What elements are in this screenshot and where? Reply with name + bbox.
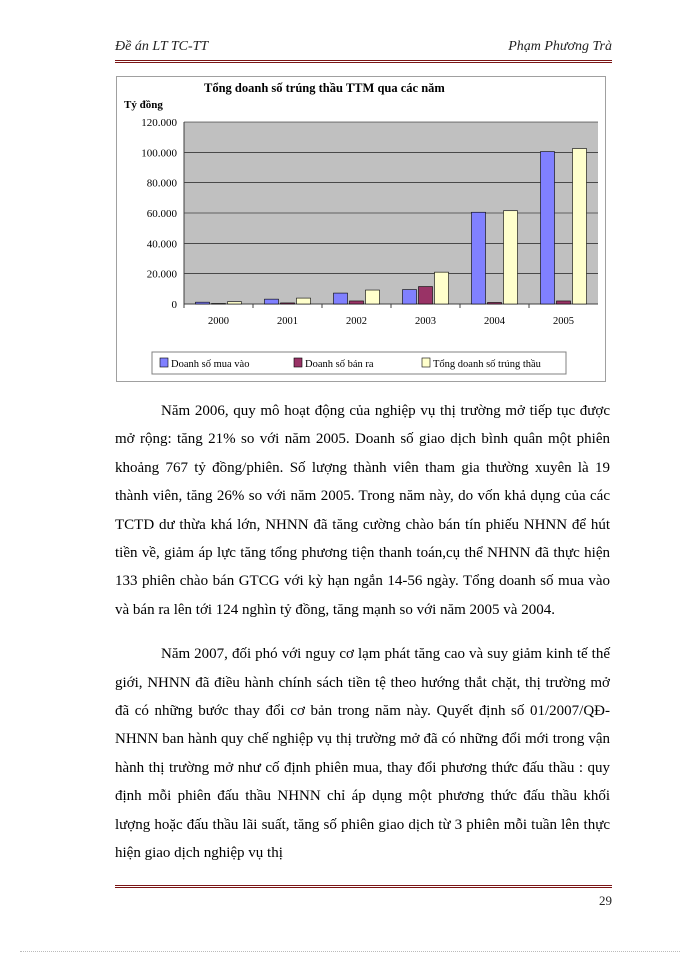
chart-legend-swatch — [160, 358, 168, 367]
chart-bar — [573, 149, 587, 304]
page-bottom-dotted-border — [20, 951, 680, 952]
page-number: 29 — [599, 893, 612, 908]
paragraph-2007: Năm 2007, đối phó với nguy cơ lạm phát tăng cao và suy giảm kinh tế thế giới, NHNN đã điều hành chính sách tiền tệ theo hướng thắt chặt, thị trường mở đã có những bước thay đổi cơ bản trong năm này. Quyết định số 01/2007/QĐ-NHNN ban hành quy chế nghiệp vụ thị trường mở đã có những đổi mới trong vận hành thị trường mở như cố định phiên mua, thay đổi phương thức đấu thầu : quy định mỗi phiên đấu thầu NHNN chỉ áp dụng một phương thức đấu thầu khối lượng hoặc đấu thầu lãi suất, tăng số phiên giao dịch từ 3 phiên mỗi tuần lên thực hiện giao dịch nghiệp vụ thị — [115, 646, 610, 862]
chart-legend-swatch — [422, 358, 430, 367]
chart-bar — [541, 152, 555, 304]
chart-bar — [366, 290, 380, 304]
chart-bar — [488, 302, 502, 304]
chart-svg — [116, 76, 606, 382]
chart-y-tick-label: 120.000 — [141, 117, 177, 129]
chart-legend-label: Tổng doanh số trúng thầu — [433, 359, 541, 370]
body-text — [115, 397, 610, 868]
chart-legend-label: Doanh số bán ra — [305, 359, 374, 370]
chart-y-tick-label: 80.000 — [146, 177, 177, 190]
chart-title: Tổng doanh số trúng thầu TTM qua các năm — [204, 81, 445, 95]
header-author: Phạm Phương Trà — [508, 39, 612, 54]
page-header — [115, 38, 612, 63]
chart-x-tick-label: 2004 — [484, 316, 505, 327]
chart-bar — [334, 293, 348, 304]
paragraph-2006: Năm 2006, quy mô hoạt động của nghiệp vụ thị trường mở tiếp tục được mở rộng: tăng 21% so với năm 2005. Doanh số giao dịch bình quân một phiên khoảng 767 tỷ đồng/phiên. Số lượng thành viên tham gia thường xuyên là 19 thành viên, tăng 26% so với năm 2005. Trong năm này, do vốn khả dụng của các TCTD dư thừa khá lớn, NHNN đã tăng cường chào bán tín phiếu NHNN để hút tiền về, giảm áp lực tăng tổng phương tiện thanh toán,cụ thể NHNN đã thực hiện 133 phiên chào bán GTCG với kỳ hạn ngắn 14-56 ngày. Tổng doanh số mua vào và bán ra lên tới 124 nghìn tỷ đồng, tăng mạnh so với năm 2005 và 2004. — [115, 403, 610, 618]
chart-bar — [403, 290, 417, 304]
chart-legend-label: Doanh số mua vào — [171, 359, 250, 370]
chart-y-axis-label: Tỷ đồng — [124, 99, 163, 111]
chart-y-tick-label: 100.000 — [141, 147, 177, 160]
chart-x-tick-label: 2002 — [346, 316, 367, 327]
chart-y-tick-label: 0 — [171, 299, 177, 311]
chart-bar — [297, 298, 311, 304]
chart-x-tick-label: 2001 — [277, 316, 298, 327]
chart-bar — [196, 302, 210, 304]
chart-bar — [281, 303, 295, 304]
chart-bar — [265, 299, 279, 304]
chart-legend-swatch — [294, 358, 302, 367]
chart-y-tick-label: 20.000 — [146, 268, 177, 281]
chart-y-tick-label: 60.000 — [146, 208, 177, 220]
footer-divider — [115, 885, 612, 888]
chart-bar — [419, 287, 433, 304]
chart-bar — [504, 211, 518, 304]
header-document-title: Đề án LT TC-TT — [115, 39, 209, 54]
chart-y-tick-label: 40.000 — [146, 238, 177, 251]
chart-x-tick-label: 2005 — [553, 316, 574, 327]
chart-bar — [350, 301, 364, 304]
chart-bar — [212, 304, 226, 305]
chart-bar — [557, 301, 571, 304]
revenue-chart — [116, 76, 606, 382]
chart-x-tick-label: 2003 — [415, 316, 436, 327]
chart-bar — [435, 272, 449, 304]
chart-bar — [472, 212, 486, 304]
chart-bar — [228, 302, 242, 304]
chart-x-tick-label: 2000 — [208, 316, 229, 327]
chart-legend-items — [160, 358, 542, 370]
